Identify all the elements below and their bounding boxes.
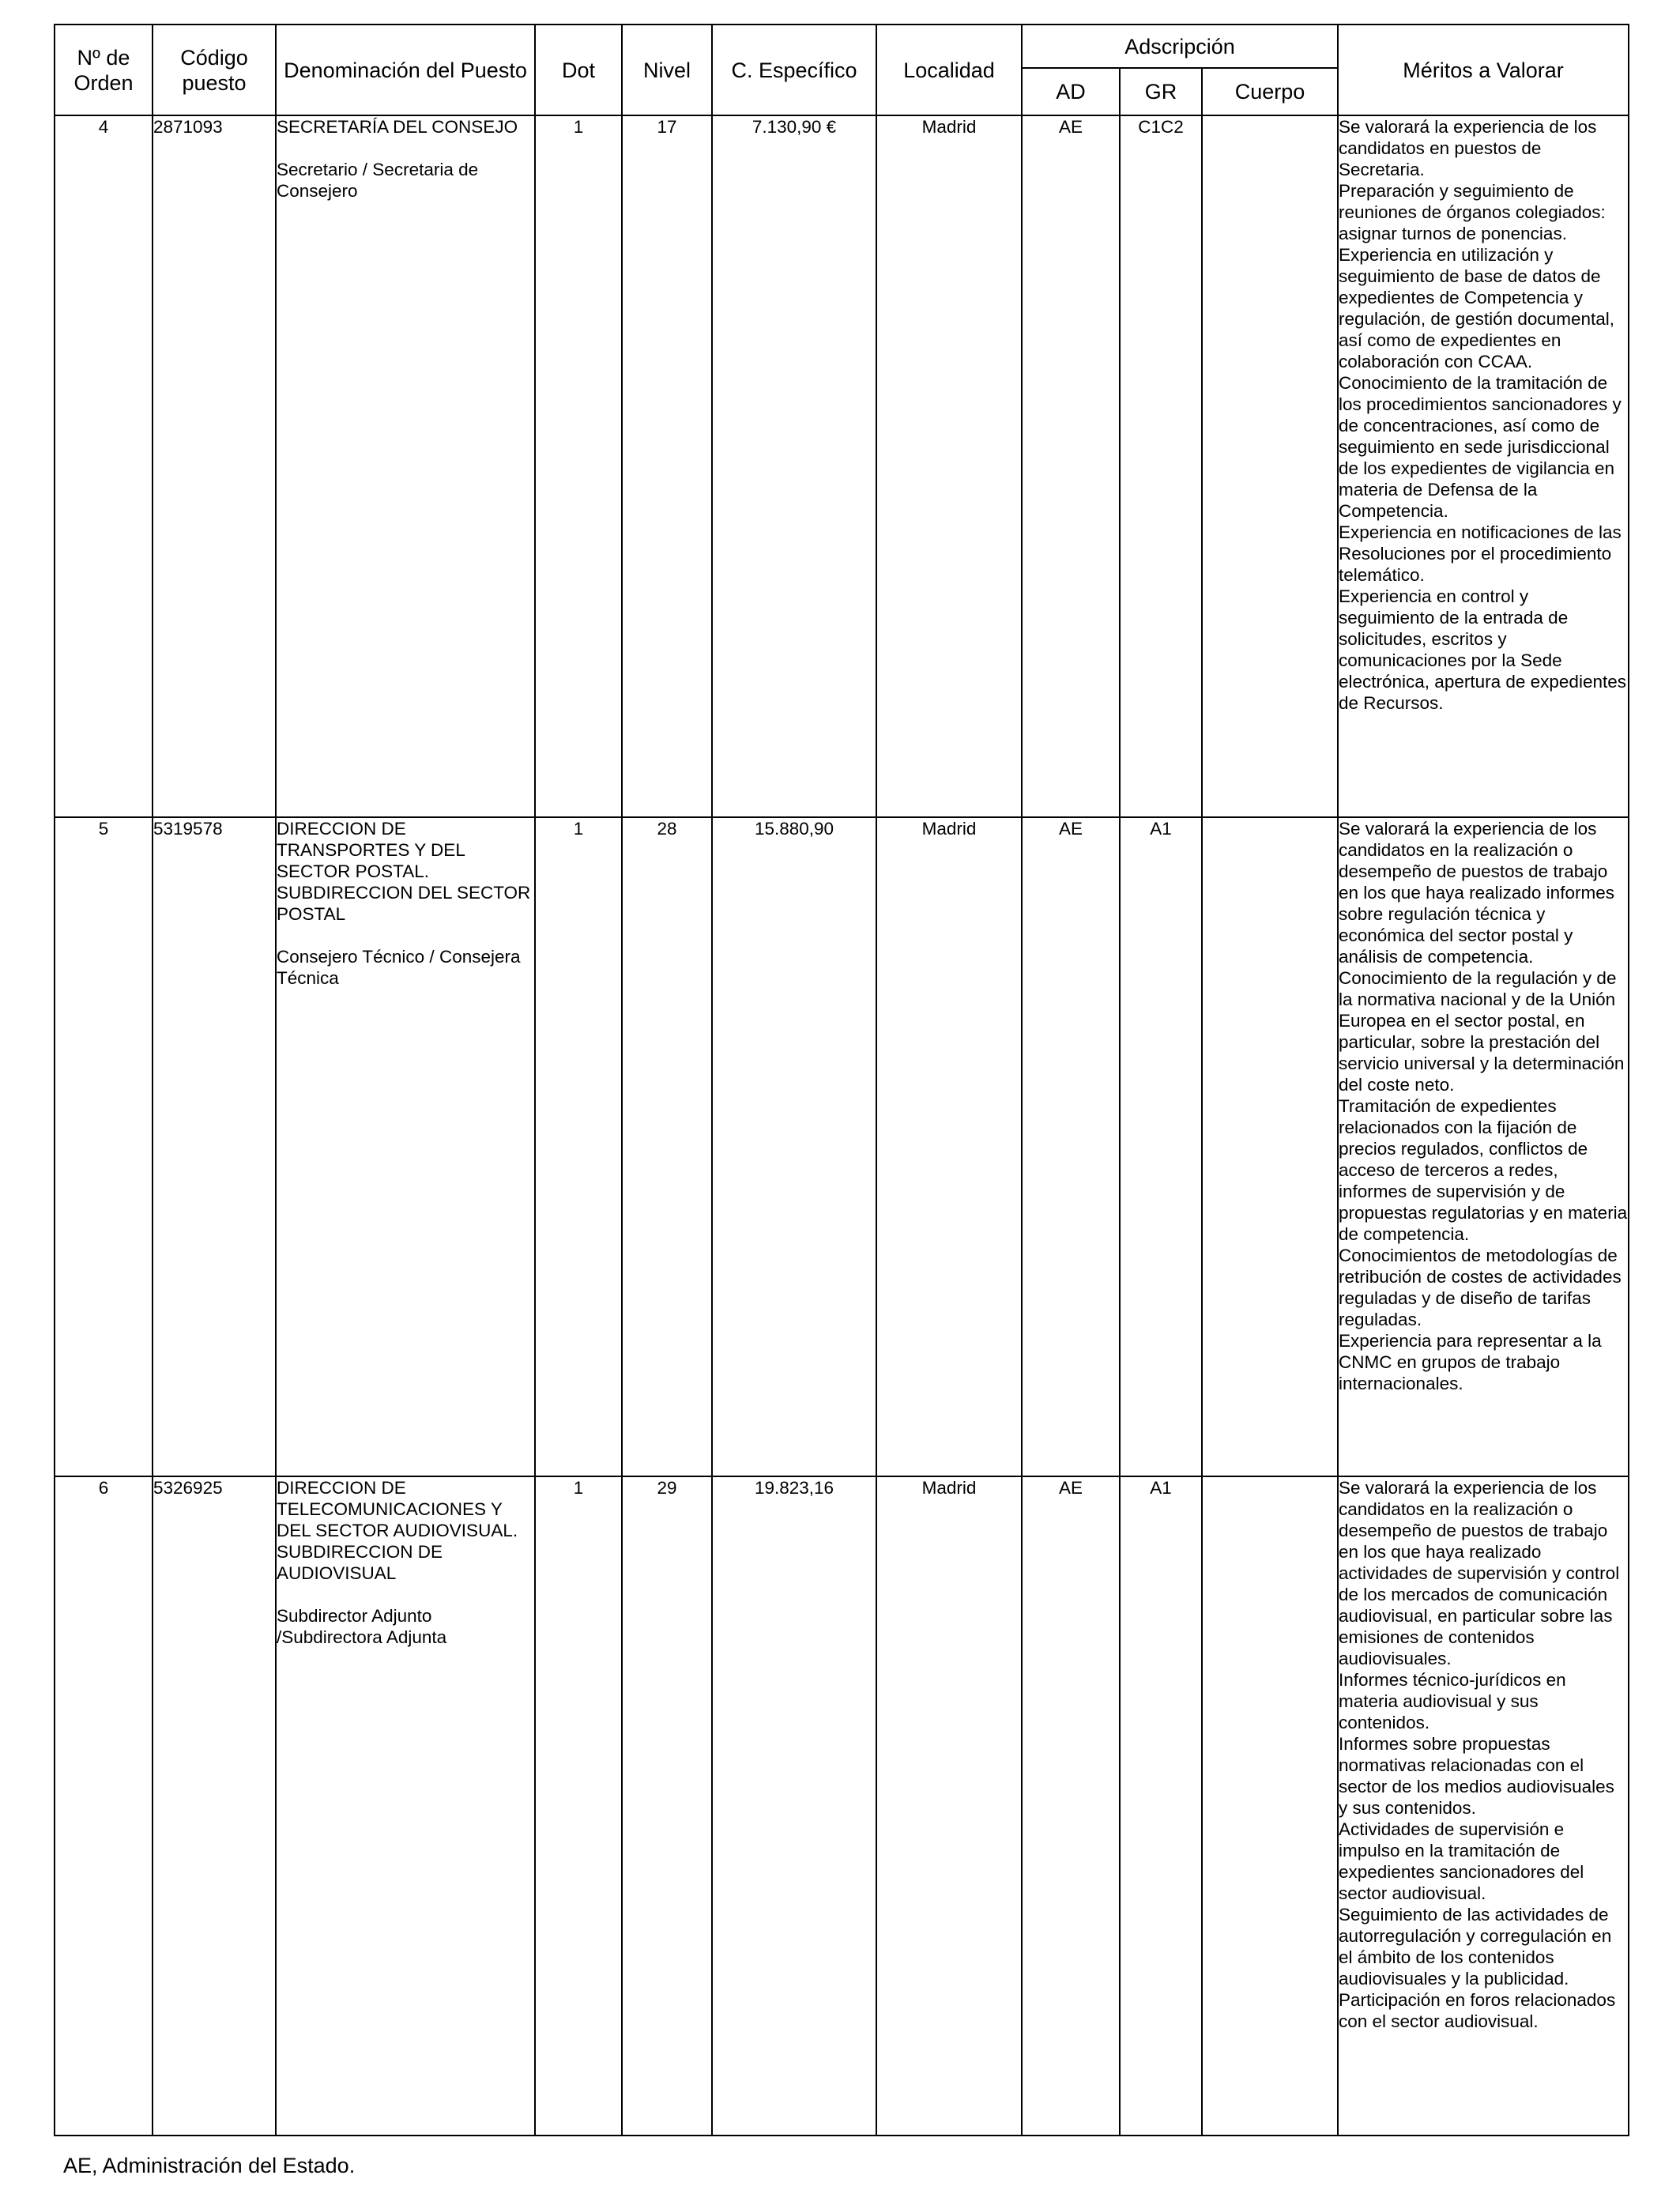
footnote: AE, Administración del Estado. [63,2154,356,2177]
header-dot: Dot [535,25,622,115]
cell-gr: A1 [1120,817,1202,1476]
header-codigo: Código puesto [153,25,276,115]
cell-ad: AE [1022,1476,1120,2136]
positions-table [54,24,1629,2136]
cell-dot: 1 [535,115,622,817]
header-ad: AD [1022,68,1120,115]
merit-item: Experiencia en utilización y seguimiento de base de datos de expedientes de Competencia y regulación, de gestión documental, así como de expedientes en colaboración con CCAA. [1339,245,1614,371]
merit-item: Preparación y seguimiento de reuniones de órganos colegiados: asignar turnos de ponencias. [1339,181,1606,243]
merit-item: Experiencia en control y seguimiento de la entrada de solicitudes, escritos y comunicaciones por la Sede electrónica, apertura de expedientes de Recursos. [1339,586,1626,713]
header-gr: GR [1120,68,1202,115]
cell-gr: A1 [1120,1476,1202,2136]
cell-especifico: 7.130,90 € [712,115,876,817]
cell-localidad: Madrid [876,115,1022,817]
cell-dot: 1 [535,1476,622,2136]
merit-item: Actividades de supervisión e impulso en la tramitación de expedientes sancionadores del sector audiovisual. [1339,1819,1584,1903]
table-row [55,1476,1629,2136]
position-name: Subdirector Adjunto /Subdirectora Adjunta [277,1606,447,1647]
cell-cuerpo [1202,817,1338,1476]
cell-dot: 1 [535,817,622,1476]
position-name: Consejero Técnico / Consejera Técnica [277,947,521,988]
unit-name: SECRETARÍA DEL CONSEJO [277,117,518,137]
merit-item: Se valorará la experiencia de los candidatos en la realización o desempeño de puestos de trabajo en los que haya realizado informes sobre regulación técnica y económica del sector postal y análisis de competencia. [1339,819,1614,967]
cell-codigo: 2871093 [153,115,276,817]
header-especifico: C. Específico [712,25,876,115]
cell-cuerpo [1202,1476,1338,2136]
cell-codigo: 5326925 [153,1476,276,2136]
merit-item: Experiencia en notificaciones de las Resoluciones por el procedimiento telemático. [1339,522,1622,585]
merit-item: Conocimiento de la tramitación de los procedimientos sancionadores y de concentraciones, así como de seguimiento en sede jurisdiccional de los expedientes de vigilancia en materia de Defensa de la Competencia. [1339,373,1622,521]
merit-item: Conocimientos de metodologías de retribución de costes de actividades reguladas y de diseño de tarifas reguladas. [1339,1246,1622,1329]
header-orden: Nº de Orden [55,25,153,115]
cell-cuerpo [1202,115,1338,817]
cell-orden: 5 [55,817,153,1476]
header-nivel: Nivel [622,25,712,115]
merit-item: Informes técnico-jurídicos en materia audiovisual y sus contenidos. [1339,1670,1566,1732]
merit-item: Informes sobre propuestas normativas relacionadas con el sector de los medios audiovisuales y sus contenidos. [1339,1734,1614,1818]
cell-especifico: 15.880,90 [712,817,876,1476]
cell-orden: 4 [55,115,153,817]
table-row [55,115,1629,817]
header-meritos: Méritos a Valorar [1338,25,1629,115]
merit-item: Experiencia para representar a la CNMC en grupos de trabajo internacionales. [1339,1331,1602,1393]
header-adscripcion: Adscripción [1022,25,1338,68]
merit-item: Se valorará la experiencia de los candidatos en puestos de Secretaria. [1339,117,1597,179]
merit-item: Seguimiento de las actividades de autorregulación y corregulación en el ámbito de los contenidos audiovisuales y la publicidad. [1339,1905,1612,1989]
cell-ad: AE [1022,115,1120,817]
unit-name: DIRECCION DE TRANSPORTES Y DEL SECTOR POSTAL. SUBDIRECCION DEL SECTOR POSTAL [277,819,531,924]
merit-item: Tramitación de expedientes relacionados con la fijación de precios regulados, conflictos de acceso de terceros a redes, informes de supervisión y de propuestas regulatorias y en materia de competencia. [1339,1096,1628,1244]
merit-item: Conocimiento de la regulación y de la normativa nacional y de la Unión Europea en el sector postal, en particular, sobre la prestación del servicio universal y la determinación del coste neto. [1339,968,1625,1095]
header-row [55,25,1629,68]
cell-nivel: 28 [622,817,712,1476]
cell-ad: AE [1022,817,1120,1476]
merit-item: Se valorará la experiencia de los candidatos en la realización o desempeño de puestos de trabajo en los que haya realizado actividades de supervisión y control de los mercados de comunicación audiovisual, en particular sobre las emisiones de contenidos audiovisuales. [1339,1478,1620,1668]
header-localidad: Localidad [876,25,1022,115]
cell-meritos [1338,817,1629,1476]
unit-name: DIRECCION DE TELECOMUNICACIONES Y DEL SECTOR AUDIOVISUAL. SUBDIRECCION DE AUDIOVISUAL [277,1478,518,1583]
table-row [55,817,1629,1476]
cell-codigo: 5319578 [153,817,276,1476]
cell-denominacion [276,817,535,1476]
cell-nivel: 17 [622,115,712,817]
cell-localidad: Madrid [876,817,1022,1476]
cell-denominacion [276,1476,535,2136]
cell-meritos [1338,1476,1629,2136]
cell-gr: C1C2 [1120,115,1202,817]
cell-localidad: Madrid [876,1476,1022,2136]
header-denominacion: Denominación del Puesto [276,25,535,115]
merit-item: Participación en foros relacionados con el sector audiovisual. [1339,1990,1616,2031]
cell-meritos [1338,115,1629,817]
cell-especifico: 19.823,16 [712,1476,876,2136]
cell-orden: 6 [55,1476,153,2136]
cell-nivel: 29 [622,1476,712,2136]
cell-denominacion [276,115,535,817]
position-name: Secretario / Secretaria de Consejero [277,160,479,201]
header-cuerpo: Cuerpo [1202,68,1338,115]
